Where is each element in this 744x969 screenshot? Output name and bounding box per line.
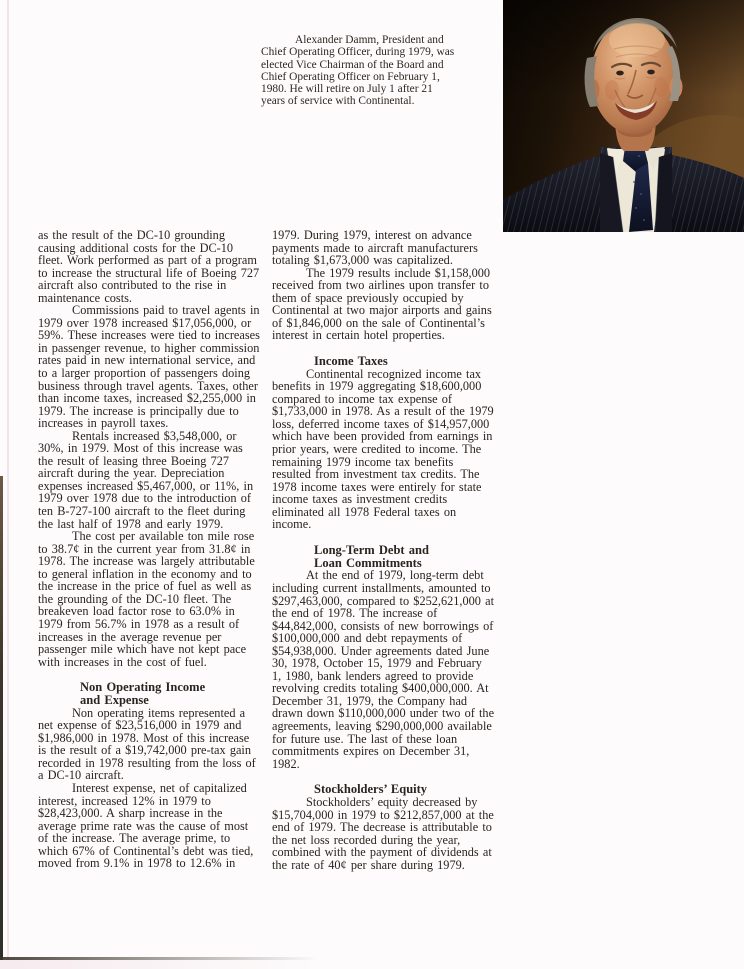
paragraph: Interest expense, net of capitalized interest, increased 12% in 1979 to $28,423,000. A sharp increase in the average prime rate was the cause of most of the increase. The average prime, to which 67% of Continental’s debt was tied, moved from 9.1% in 1978 to 12.6% in [38,781,254,871]
section-heading-non-operating-income [38,681,261,707]
portrait-illustration [503,0,744,232]
heading-line: Long-Term Debt and [314,542,429,557]
left-text-column [38,229,261,870]
paragraph: Rentals increased $3,548,000, or 30%, in 1979. Most of this increase was the result of leasing three Boeing 727 aircraft during the year. Depreciation expenses increased $5,467,000, or 11%, in 1979 over 1978 due to the introduction of ten B-727-100 aircraft to the fleet during the last half of 1978 and early 1979. [38,428,254,531]
heading-line: Loan Commitments [314,555,422,570]
section-heading-stockholders-equity: Stockholders’ Equity [314,782,428,797]
scan-edge-line [7,0,9,969]
paragraph: Commissions paid to travel agents in 1979 over 1978 increased $17,056,000, or 59%. These increases were tied to increases in passenger revenue, to higher commission rates paid in new international service, and to a larger proportion of passengers doing business through travel agents. Taxes, other than income taxes, increased $2,255,000 in 1979. The increase is principally due to increases in payroll taxes. [38,303,260,431]
paragraph: Non operating items represented a net expense of $23,516,000 in 1979 and $1,986,000 in 1978. Most of this increase is the result of a $19,742,000 pre-tax gain recorded in 1978 resulting from the loss of a DC-10 aircraft. [38,705,256,783]
scan-bottom-next-page [0,960,318,969]
heading-line: and Expense [80,692,149,707]
paragraph: Continental recognized income tax benefits in 1979 aggregating $18,600,000 compared to income tax expense of $1,733,000 in 1978. As a result of the 1979 loss, deferred income taxes of $14,957,000 which have been provided from earnings in prior years, were credited to income. The remaining 1979 income tax benefits resulted from investment tax credits. The 1978 income taxes were entirely for state income taxes as investment credits eliminated all 1978 Federal taxes on income. [272,366,494,532]
portrait-photo [503,0,744,232]
right-text-column [272,229,495,871]
photo-caption: Alexander Damm, President and Chief Operating Officer, during 1979, was elected Vice Chairman of the Board and Chief Operating Officer on February 1, 1980. He will retire on July 1 after 21 years of service with Continental. [261,34,455,108]
paragraph: 1979. During 1979, interest on advance payments made to aircraft manufacturers totaling $1,673,000 was capitalized. [272,228,478,268]
scan-left-page-edge [0,476,3,963]
paragraph: At the end of 1979, long-term debt including current installments, amounted to $297,463,000, compared to $252,621,000 at the end of 1978. The increase of $44,842,000, consists of new borrowings of $100,000,000 and debt repayments of $54,938,000. Under agreements dated June 30, 1978, October 15, 1979 and February 1, 1980, bank lenders agreed to provide revolving credits totaling $400,000,000. At December 31, 1979, the Company had drawn down $110,000,000 under two of the agreements, leaving $290,000,000 available for future use. The last of these loan commitments expires on December 31, 1982. [272,568,495,771]
paragraph: Stockholders’ equity decreased by $15,704,000 in 1979 to $212,857,000 at the end of 1979. The decrease is attributable to the net loss recorded during the year, combined with the payment of dividends at the rate of 40¢ per share during 1979. [272,794,494,872]
paragraph: The 1979 results include $1,158,000 received from two airlines upon transfer to them of space previously occupied by Continental at two major airports and gains of $1,846,000 on the sale of Continental’s interest in certain hotel properties. [272,265,492,343]
heading-line: Non Operating Income [80,680,206,695]
section-heading-long-term-debt [272,544,495,570]
paragraph: as the result of the DC-10 grounding causing additional costs for the DC-10 fleet. Work performed as part of a program to increase the structural life of Boeing 727 aircraft also contributed to the rise in maintenance costs. [38,228,260,305]
section-heading-income-taxes: Income Taxes [314,353,388,368]
paragraph: The cost per available ton mile rose to 38.7¢ in the current year from 31.8¢ in 1978. The increase was largely attributable to general inflation in the economy and to the increase in the price of fuel as well as the grounding of the DC-10 fleet. The breakeven load factor rose to 63.0% in 1979 from 56.7% in 1978 as a result of increases in the average revenue per passenger mile which have not kept pace with increases in the cost of fuel. [38,529,255,669]
